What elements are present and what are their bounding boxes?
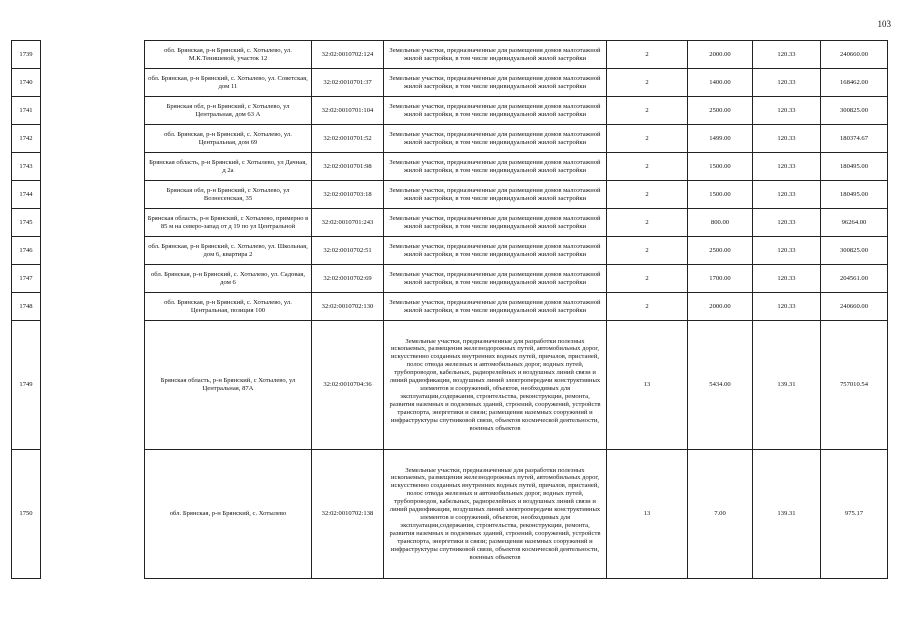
land-use-cell: Земельные участки, предназначенные для размещения домов малоэтажной жилой застройки, в том числе индивидуальной жилой застройки [384, 69, 607, 97]
row-number: 1740 [12, 69, 41, 97]
group-cell: 2 [607, 41, 688, 69]
land-use-cell: Земельные участки, предназначенные для размещения домов малоэтажной жилой застройки, в том числе индивидуальной жилой застройки [384, 153, 607, 181]
cadastral-value-cell: 204561.00 [821, 265, 888, 293]
specific-value-cell: 120.33 [753, 209, 821, 237]
table-row [12, 265, 888, 293]
address-cell: обл. Брянская, р-н Брянский, с. Хотылево, ул. Советская, дом 11 [145, 69, 312, 97]
land-use-cell: Земельные участки, предназначенные для разработки полезных ископаемых, размещения железнодорожных путей, автомобильных дорог, искусственно созданных внутренних водных путей, причалов, пристаней, полос отвода железных и автомобильных дорог, водных путей, трубопроводов, кабельных, радиорелейных и воздушных линий связи и линий радиофикации, воздушных линий электропередачи конструктивных элементов и сооружений, объектов, необходимых для эксплуатации,содержания, строительства, реконструкции, ремонта, развития наземных и подземных зданий, строений, сооружений, устройств транспорта, энергетики и связи; размещения наземных сооружений и инфраструктуры спутниковой связи, объектов космической деятельности, военных объектов [384, 321, 607, 450]
land-use-cell: Земельные участки, предназначенные для размещения домов малоэтажной жилой застройки, в том числе индивидуальной жилой застройки [384, 293, 607, 321]
address-cell: обл. Брянская, р-н Брянский, с. Хотылево [145, 450, 312, 579]
table-row [12, 293, 888, 321]
specific-value-cell: 120.33 [753, 153, 821, 181]
land-use-cell: Земельные участки, предназначенные для размещения домов малоэтажной жилой застройки, в том числе индивидуальной жилой застройки [384, 209, 607, 237]
table-body [12, 41, 888, 579]
cadastral-value-cell: 96264.00 [821, 209, 888, 237]
group-cell: 13 [607, 321, 688, 450]
cadastral-value-cell: 240660.00 [821, 41, 888, 69]
land-use-cell: Земельные участки, предназначенные для размещения домов малоэтажной жилой застройки, в том числе индивидуальной жилой застройки [384, 41, 607, 69]
specific-value-cell: 139.31 [753, 450, 821, 579]
address-cell: обл. Брянская, р-н Брянский, с. Хотылево, ул. М.К.Тенишевой, участок 12 [145, 41, 312, 69]
empty-column [41, 69, 145, 97]
table-row [12, 153, 888, 181]
area-cell: 2000.00 [688, 293, 753, 321]
cadastral-value-cell: 975.17 [821, 450, 888, 579]
land-use-cell: Земельные участки, предназначенные для размещения домов малоэтажной жилой застройки, в том числе индивидуальной жилой застройки [384, 97, 607, 125]
land-use-cell: Земельные участки, предназначенные для размещения домов малоэтажной жилой застройки, в том числе индивидуальной жилой застройки [384, 181, 607, 209]
cadastral-value-cell: 180495.00 [821, 153, 888, 181]
group-cell: 2 [607, 97, 688, 125]
specific-value-cell: 120.33 [753, 237, 821, 265]
table-row [12, 125, 888, 153]
row-number: 1747 [12, 265, 41, 293]
table-row [12, 450, 888, 579]
row-number: 1744 [12, 181, 41, 209]
row-number: 1750 [12, 450, 41, 579]
row-number: 1741 [12, 97, 41, 125]
address-cell: обл. Брянская, р-н Брянский, с. Хотылево, ул. Центральная, позиция 100 [145, 293, 312, 321]
area-cell: 1700.00 [688, 265, 753, 293]
group-cell: 2 [607, 237, 688, 265]
specific-value-cell: 120.33 [753, 265, 821, 293]
table-row [12, 97, 888, 125]
table-row [12, 209, 888, 237]
cadastral-value-table [11, 40, 888, 579]
empty-column [41, 125, 145, 153]
cadastral-value-cell: 240660.00 [821, 293, 888, 321]
group-cell: 2 [607, 153, 688, 181]
empty-column [41, 450, 145, 579]
address-cell: Брянская обл, р-н Брянский, с Хотылево, ул Центральная, дом 63 А [145, 97, 312, 125]
address-cell: обл. Брянская, р-н Брянский, с. Хотылево, ул. Садовая, дом 6 [145, 265, 312, 293]
empty-column [41, 209, 145, 237]
cadastral-number-cell: 32:02:0010702:130 [312, 293, 384, 321]
area-cell: 2500.00 [688, 97, 753, 125]
area-cell: 2000.00 [688, 41, 753, 69]
address-cell: обл. Брянская, р-н Брянский, с. Хотылево, ул. Центральная, дом 69 [145, 125, 312, 153]
empty-column [41, 153, 145, 181]
cadastral-number-cell: 32:02:0010704:36 [312, 321, 384, 450]
cadastral-value-cell: 180374.67 [821, 125, 888, 153]
land-use-cell: Земельные участки, предназначенные для размещения домов малоэтажной жилой застройки, в том числе индивидуальной жилой застройки [384, 125, 607, 153]
cadastral-value-cell: 300825.00 [821, 97, 888, 125]
cadastral-number-cell: 32:02:0010701:243 [312, 209, 384, 237]
cadastral-number-cell: 32:02:0010702:124 [312, 41, 384, 69]
empty-column [41, 321, 145, 450]
empty-column [41, 293, 145, 321]
cadastral-number-cell: 32:02:0010702:138 [312, 450, 384, 579]
empty-column [41, 97, 145, 125]
group-cell: 2 [607, 265, 688, 293]
address-cell: Брянская область, р-н Брянский, с Хотылево, ул Центральная, 87А [145, 321, 312, 450]
table-row [12, 237, 888, 265]
group-cell: 2 [607, 125, 688, 153]
group-cell: 2 [607, 209, 688, 237]
cadastral-value-cell: 168462.00 [821, 69, 888, 97]
empty-column [41, 265, 145, 293]
cadastral-number-cell: 32:02:0010702:51 [312, 237, 384, 265]
address-cell: Брянская обл, р-н Брянский, с Хотылево, ул Вознесенская, 35 [145, 181, 312, 209]
row-number: 1739 [12, 41, 41, 69]
area-cell: 800.00 [688, 209, 753, 237]
area-cell: 1400.00 [688, 69, 753, 97]
row-number: 1743 [12, 153, 41, 181]
address-cell: обл. Брянская, р-н Брянский, с. Хотылево, ул. Школьная, дом 6, квартира 2 [145, 237, 312, 265]
group-cell: 2 [607, 69, 688, 97]
row-number: 1748 [12, 293, 41, 321]
area-cell: 5434.00 [688, 321, 753, 450]
area-cell: 2500.00 [688, 237, 753, 265]
page-number: 103 [877, 19, 891, 29]
land-use-cell: Земельные участки, предназначенные для размещения домов малоэтажной жилой застройки, в том числе индивидуальной жилой застройки [384, 237, 607, 265]
land-use-cell: Земельные участки, предназначенные для разработки полезных ископаемых, размещения железнодорожных путей, автомобильных дорог, искусственно созданных внутренних водных путей, причалов, пристаней, полос отвода железных и автомобильных дорог, водных путей, трубопроводов, кабельных, радиорелейных и воздушных линий связи и линий радиофикации, воздушных линий электропередачи конструктивных элементов и сооружений, объектов, необходимых для эксплуатации,содержания, строительства, реконструкции, ремонта, развития наземных и подземных зданий, строений, сооружений, устройств транспорта, энергетики и связи; размещения наземных сооружений и инфраструктуры спутниковой связи, объектов космической деятельности, военных объектов [384, 450, 607, 579]
cadastral-number-cell: 32:02:0010701:52 [312, 125, 384, 153]
table-row [12, 181, 888, 209]
empty-column [41, 181, 145, 209]
row-number: 1745 [12, 209, 41, 237]
cadastral-number-cell: 32:02:0010703:18 [312, 181, 384, 209]
group-cell: 2 [607, 181, 688, 209]
specific-value-cell: 120.33 [753, 125, 821, 153]
specific-value-cell: 120.33 [753, 181, 821, 209]
empty-column [41, 41, 145, 69]
cadastral-number-cell: 32:02:0010701:98 [312, 153, 384, 181]
row-number: 1742 [12, 125, 41, 153]
cadastral-value-cell: 300825.00 [821, 237, 888, 265]
group-cell: 2 [607, 293, 688, 321]
row-number: 1749 [12, 321, 41, 450]
cadastral-value-cell: 757010.54 [821, 321, 888, 450]
area-cell: 1500.00 [688, 153, 753, 181]
row-number: 1746 [12, 237, 41, 265]
area-cell: 1499.00 [688, 125, 753, 153]
empty-column [41, 237, 145, 265]
cadastral-value-cell: 180495.00 [821, 181, 888, 209]
address-cell: Брянская область, р-н Брянский, с Хотылево, ул Дачная, д 2а [145, 153, 312, 181]
table-row [12, 69, 888, 97]
group-cell: 13 [607, 450, 688, 579]
cadastral-number-cell: 32:02:0010701:37 [312, 69, 384, 97]
specific-value-cell: 120.33 [753, 293, 821, 321]
area-cell: 1500.00 [688, 181, 753, 209]
specific-value-cell: 120.33 [753, 41, 821, 69]
table-row [12, 321, 888, 450]
table-row [12, 41, 888, 69]
cadastral-number-cell: 32:02:0010702:69 [312, 265, 384, 293]
land-use-cell: Земельные участки, предназначенные для размещения домов малоэтажной жилой застройки, в том числе индивидуальной жилой застройки [384, 265, 607, 293]
specific-value-cell: 120.33 [753, 69, 821, 97]
area-cell: 7.00 [688, 450, 753, 579]
specific-value-cell: 120.33 [753, 97, 821, 125]
cadastral-number-cell: 32:02:0010701:104 [312, 97, 384, 125]
specific-value-cell: 139.31 [753, 321, 821, 450]
address-cell: Брянская область, р-н Брянский, с Хотылево, примерно в 85 м на северо-запад от д 19 по ул Центральной [145, 209, 312, 237]
